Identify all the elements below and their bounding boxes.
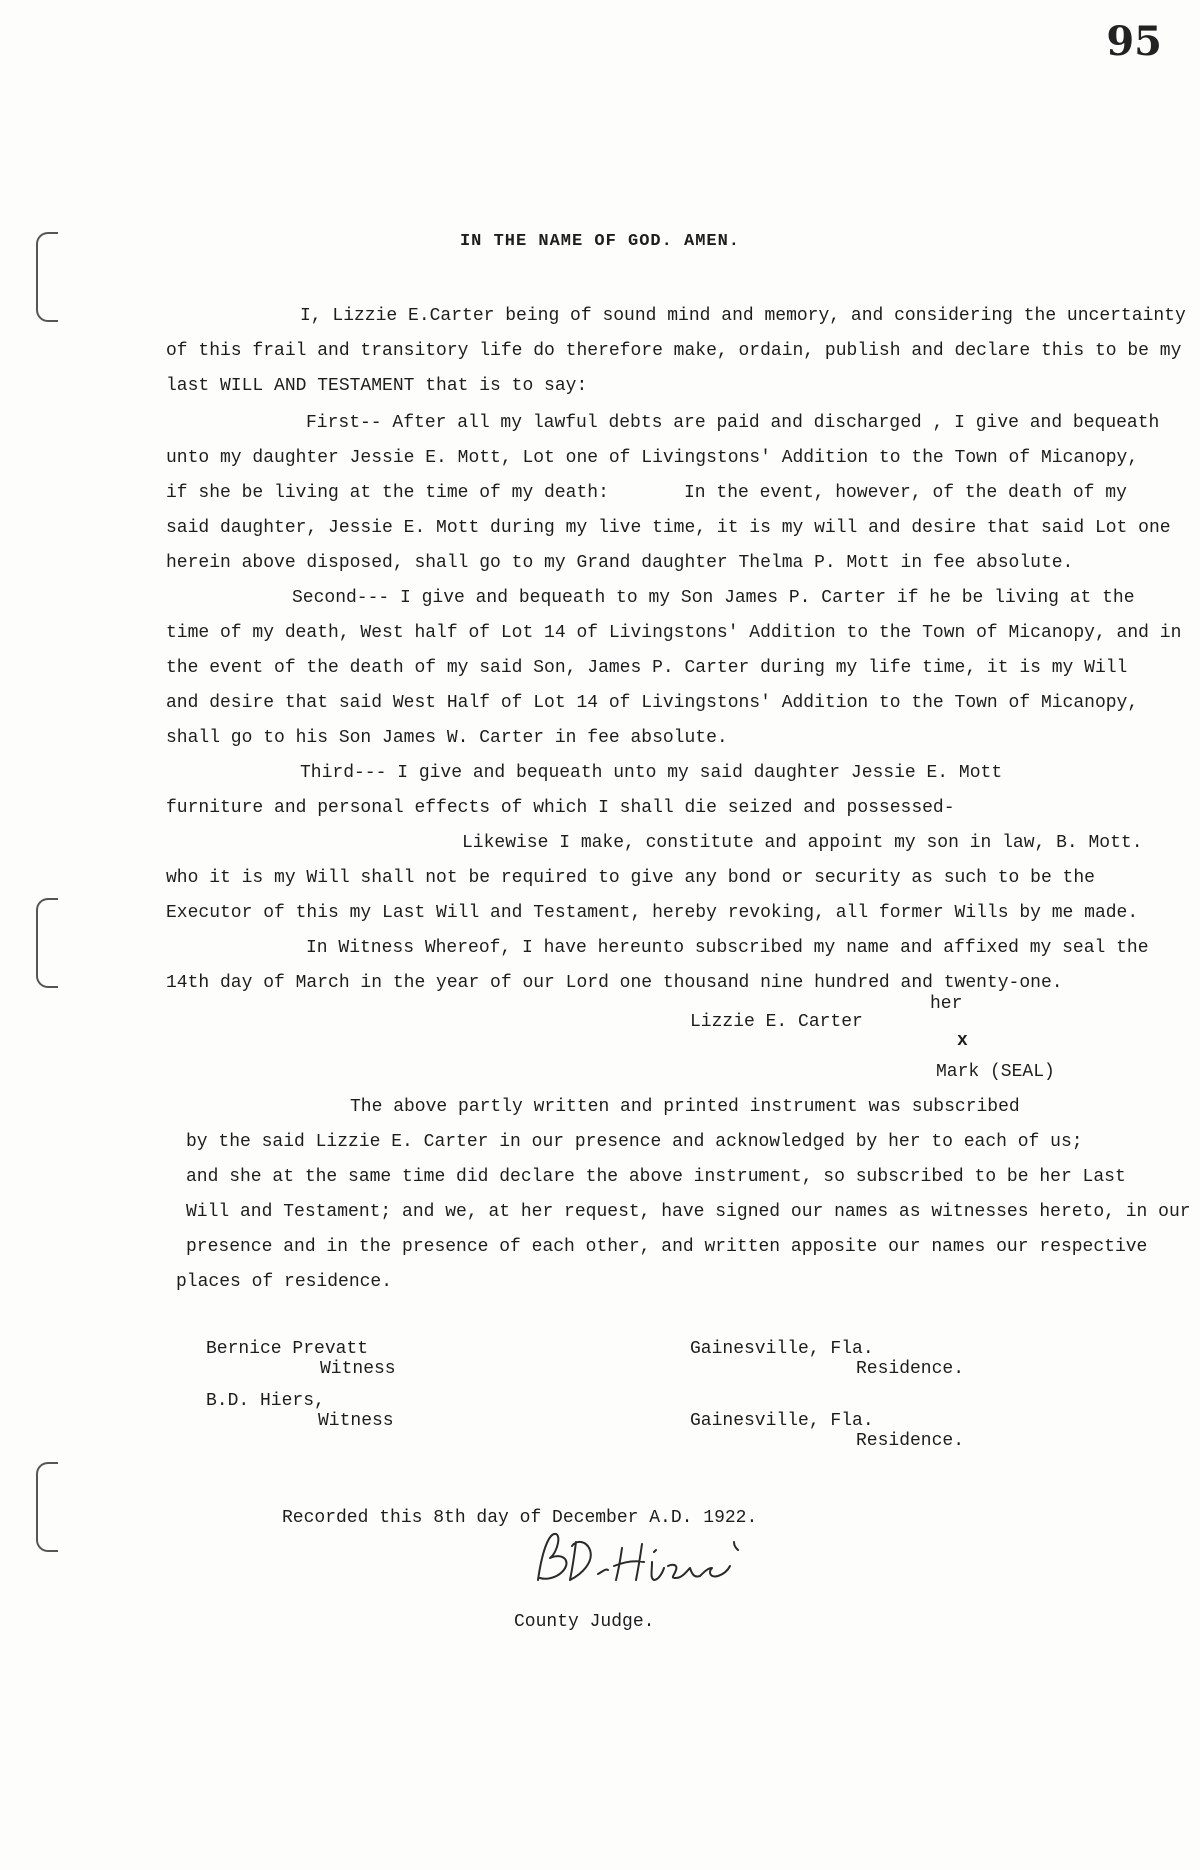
body-line: Likewise I make, constitute and appoint my son in law, B. Mott.: [462, 833, 1143, 853]
recorded-line: Recorded this 8th day of December A.D. 1922.: [282, 1508, 758, 1528]
witness-label: Witness: [318, 1411, 394, 1431]
county-judge-signature: [528, 1522, 748, 1602]
testator-mark-seal: Mark (SEAL): [936, 1062, 1055, 1082]
page-number: 95: [1106, 18, 1162, 65]
attestation-line: Will and Testament; and we, at her request, have signed our names as witnesses hereto, in our: [186, 1202, 1191, 1222]
attestation-line: places of residence.: [176, 1272, 393, 1292]
attestation-line: and she at the same time did declare the above instrument, so subscribed to be her Last: [186, 1167, 1126, 1187]
attestation-line: presence and in the presence of each other, and written apposite our names our respective: [186, 1237, 1148, 1257]
body-line: herein above disposed, shall go to my Grand daughter Thelma P. Mott in fee absolute.: [166, 553, 1074, 573]
judge-title: County Judge.: [514, 1612, 655, 1632]
residence-label: Residence.: [856, 1359, 965, 1379]
body-line: First-- After all my lawful debts are paid and discharged , I give and bequeath: [306, 413, 1160, 433]
body-line: time of my death, West half of Lot 14 of Livingstons' Addition to the Town of Micanopy, and in: [166, 623, 1182, 643]
testator-x-mark: x: [957, 1031, 968, 1051]
witness-city: Gainesville, Fla.: [690, 1339, 874, 1359]
attestation-line: The above partly written and printed instrument was subscribed: [350, 1097, 1020, 1117]
witness-name: B.D. Hiers,: [206, 1391, 325, 1411]
witness-city: Gainesville, Fla.: [690, 1411, 874, 1431]
body-line: last WILL AND TESTAMENT that is to say:: [166, 376, 588, 396]
body-line: who it is my Will shall not be required to give any bond or security as such to be the: [166, 868, 1095, 888]
residence-label: Residence.: [856, 1431, 965, 1451]
body-line: the event of the death of my said Son, James P. Carter during my life time, it is my Will: [166, 658, 1128, 678]
testator-her: her: [930, 994, 963, 1014]
body-line: furniture and personal effects of which I shall die seized and possessed-: [166, 798, 955, 818]
body-line: I, Lizzie E.Carter being of sound mind and memory, and considering the uncertainty: [300, 306, 1186, 326]
body-line: said daughter, Jessie E. Mott during my live time, it is my will and desire that said Lot one: [166, 518, 1171, 538]
witness-label: Witness: [320, 1359, 396, 1379]
body-line: Third--- I give and bequeath unto my said daughter Jessie E. Mott: [300, 763, 1003, 783]
body-line: shall go to his Son James W. Carter in fee absolute.: [166, 728, 728, 748]
body-line: Second--- I give and bequeath to my Son James P. Carter if he be living at the: [292, 588, 1135, 608]
body-line: In Witness Whereof, I have hereunto subscribed my name and affixed my seal the: [306, 938, 1149, 958]
body-line: and desire that said West Half of Lot 14 of Livingstons' Addition to the Town of Micanopy,: [166, 693, 1139, 713]
document-heading: IN THE NAME OF GOD. AMEN.: [459, 232, 741, 251]
body-line: 14th day of March in the year of our Lord one thousand nine hundred and twenty-one.: [166, 973, 1063, 993]
body-line: In the event, however, of the death of my: [684, 483, 1127, 503]
attestation-line: by the said Lizzie E. Carter in our presence and acknowledged by her to each of us;: [186, 1132, 1083, 1152]
body-line: if she be living at the time of my death:: [166, 483, 609, 503]
binder-hole-bottom: [36, 1462, 58, 1552]
body-line: of this frail and transitory life do therefore make, ordain, publish and declare this to be my: [166, 341, 1182, 361]
body-line: unto my daughter Jessie E. Mott, Lot one of Livingstons' Addition to the Town of Micanopy,: [166, 448, 1139, 468]
witness-name: Bernice Prevatt: [206, 1339, 369, 1359]
testator-name: Lizzie E. Carter: [690, 1012, 863, 1032]
body-line: Executor of this my Last Will and Testament, hereby revoking, all former Wills by me made.: [166, 903, 1139, 923]
binder-hole-middle: [36, 898, 58, 988]
